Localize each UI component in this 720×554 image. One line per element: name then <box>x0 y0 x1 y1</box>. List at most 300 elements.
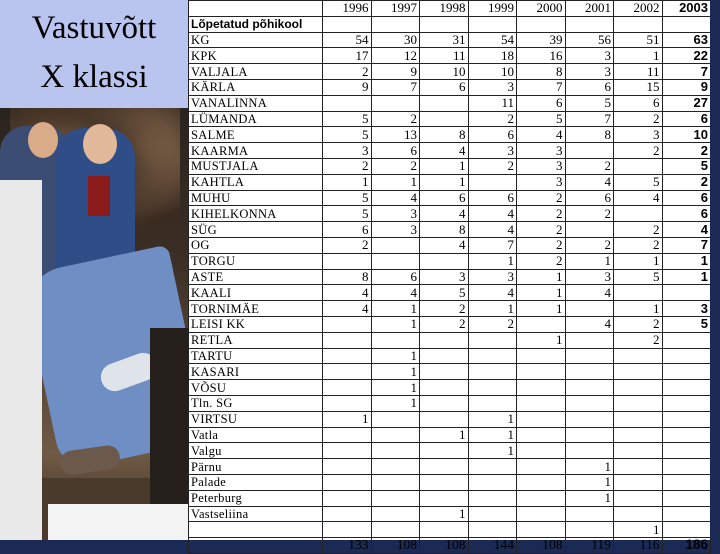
count-cell: 1 <box>468 427 517 443</box>
slide-title: Vastuvõtt X klassi <box>31 10 157 95</box>
count-cell: 2 <box>420 301 469 317</box>
count-cell: 6 <box>614 95 663 111</box>
count-cell <box>323 364 372 380</box>
count-cell: 4 <box>565 285 614 301</box>
count-cell: 3 <box>371 222 420 238</box>
count-cell <box>323 522 372 538</box>
count-cell: 3 <box>565 64 614 80</box>
count-cell: 4 <box>468 206 517 222</box>
count-cell <box>614 158 663 174</box>
count-cell <box>517 316 566 332</box>
count-cell <box>517 411 566 427</box>
admissions-table <box>188 0 711 554</box>
count-cell <box>662 522 711 538</box>
count-cell: 6 <box>420 79 469 95</box>
count-cell <box>565 395 614 411</box>
subtitle-row <box>189 16 711 32</box>
count-cell: 8 <box>420 222 469 238</box>
table-row <box>189 474 711 490</box>
school-name <box>189 522 323 538</box>
count-cell <box>323 490 372 506</box>
count-cell: 5 <box>323 190 372 206</box>
count-cell: 1 <box>371 174 420 190</box>
table-row <box>189 332 711 348</box>
count-cell <box>371 443 420 459</box>
count-cell <box>323 474 372 490</box>
count-cell: 4 <box>614 190 663 206</box>
count-cell: 1 <box>420 506 469 522</box>
count-cell: 8 <box>323 269 372 285</box>
table-row <box>189 301 711 317</box>
table-cell <box>323 16 372 32</box>
count-cell: 1 <box>517 285 566 301</box>
count-cell: 4 <box>468 222 517 238</box>
school-name: VANALINNA <box>189 95 323 111</box>
total-cell: 108 <box>517 538 566 554</box>
count-cell: 4 <box>565 174 614 190</box>
count-cell: 10 <box>662 127 711 143</box>
table-row <box>189 380 711 396</box>
count-cell: 2 <box>323 158 372 174</box>
count-cell: 5 <box>614 269 663 285</box>
count-cell <box>614 411 663 427</box>
table-row <box>189 190 711 206</box>
table-row <box>189 64 711 80</box>
count-cell: 4 <box>662 222 711 238</box>
school-name: TORNIMÄE <box>189 301 323 317</box>
count-cell: 2 <box>662 143 711 159</box>
count-cell <box>323 443 372 459</box>
count-cell <box>371 459 420 475</box>
count-cell <box>420 332 469 348</box>
table-row <box>189 222 711 238</box>
count-cell: 6 <box>662 206 711 222</box>
school-name: KAARMA <box>189 143 323 159</box>
count-cell: 3 <box>468 269 517 285</box>
count-cell: 7 <box>468 237 517 253</box>
count-cell <box>565 427 614 443</box>
school-name: OG <box>189 237 323 253</box>
total-cell: 108 <box>420 538 469 554</box>
count-cell <box>517 364 566 380</box>
count-cell <box>662 332 711 348</box>
count-cell: 30 <box>371 32 420 48</box>
count-cell: 17 <box>323 48 372 64</box>
table-row <box>189 174 711 190</box>
total-cell: 119 <box>565 538 614 554</box>
table-body <box>189 16 711 553</box>
count-cell <box>517 459 566 475</box>
count-cell: 6 <box>662 190 711 206</box>
count-cell: 2 <box>614 222 663 238</box>
count-cell <box>468 490 517 506</box>
count-cell <box>662 474 711 490</box>
count-cell <box>371 332 420 348</box>
count-cell <box>371 427 420 443</box>
school-name: MUHU <box>189 190 323 206</box>
count-cell: 7 <box>517 79 566 95</box>
school-name: Peterburg <box>189 490 323 506</box>
table-row <box>189 143 711 159</box>
count-cell: 18 <box>468 48 517 64</box>
school-name: Valgu <box>189 443 323 459</box>
count-cell: 16 <box>517 48 566 64</box>
count-cell: 2 <box>614 237 663 253</box>
count-cell <box>420 459 469 475</box>
count-cell <box>517 490 566 506</box>
school-name: SALME <box>189 127 323 143</box>
count-cell: 3 <box>468 143 517 159</box>
count-cell <box>565 380 614 396</box>
header-corner <box>189 1 323 17</box>
table-row <box>189 395 711 411</box>
count-cell: 6 <box>468 127 517 143</box>
count-cell: 1 <box>614 253 663 269</box>
count-cell: 7 <box>565 111 614 127</box>
count-cell: 1 <box>614 522 663 538</box>
table-cell <box>614 16 663 32</box>
count-cell: 4 <box>371 190 420 206</box>
count-cell: 3 <box>614 127 663 143</box>
table-row <box>189 316 711 332</box>
school-name: KAALI <box>189 285 323 301</box>
school-name: VIRTSU <box>189 411 323 427</box>
school-name: ASTE <box>189 269 323 285</box>
count-cell: 5 <box>323 111 372 127</box>
count-cell: 6 <box>565 190 614 206</box>
count-cell <box>323 95 372 111</box>
count-cell: 8 <box>565 127 614 143</box>
total-cell: 116 <box>614 538 663 554</box>
count-cell: 11 <box>468 95 517 111</box>
count-cell: 3 <box>565 48 614 64</box>
year-header: 1996 <box>323 1 372 17</box>
year-header-current: 2003 <box>662 1 711 17</box>
count-cell <box>517 395 566 411</box>
count-cell <box>565 506 614 522</box>
count-cell: 2 <box>517 190 566 206</box>
count-cell: 8 <box>517 64 566 80</box>
count-cell: 1 <box>565 459 614 475</box>
table-row <box>189 127 711 143</box>
count-cell <box>517 380 566 396</box>
school-name: Vastseliina <box>189 506 323 522</box>
school-name: KAHTLA <box>189 174 323 190</box>
table-row <box>189 427 711 443</box>
count-cell <box>565 143 614 159</box>
count-cell: 22 <box>662 48 711 64</box>
count-cell <box>565 364 614 380</box>
count-cell: 4 <box>420 206 469 222</box>
count-cell <box>323 316 372 332</box>
count-cell <box>468 348 517 364</box>
count-cell: 4 <box>565 316 614 332</box>
count-cell: 1 <box>371 301 420 317</box>
table-row <box>189 237 711 253</box>
table-row <box>189 253 711 269</box>
school-name: VÕSU <box>189 380 323 396</box>
count-cell: 4 <box>371 285 420 301</box>
table-cell <box>371 16 420 32</box>
count-cell: 11 <box>614 64 663 80</box>
count-cell: 2 <box>614 143 663 159</box>
count-cell: 31 <box>420 32 469 48</box>
count-cell: 3 <box>517 158 566 174</box>
photo-head-center <box>83 124 117 164</box>
table-row <box>189 269 711 285</box>
count-cell: 39 <box>517 32 566 48</box>
count-cell: 4 <box>517 127 566 143</box>
count-cell: 3 <box>517 174 566 190</box>
school-name: TARTU <box>189 348 323 364</box>
count-cell <box>323 395 372 411</box>
school-name: SÜG <box>189 222 323 238</box>
table-row <box>189 48 711 64</box>
count-cell: 2 <box>565 158 614 174</box>
count-cell <box>371 411 420 427</box>
school-name: KÄRLA <box>189 79 323 95</box>
count-cell: 2 <box>323 237 372 253</box>
count-cell: 2 <box>468 316 517 332</box>
count-cell: 1 <box>662 253 711 269</box>
count-cell: 7 <box>371 79 420 95</box>
count-cell: 1 <box>662 269 711 285</box>
count-cell <box>323 253 372 269</box>
count-cell <box>565 522 614 538</box>
count-cell <box>468 506 517 522</box>
count-cell: 2 <box>517 222 566 238</box>
count-cell <box>662 506 711 522</box>
count-cell: 1 <box>468 253 517 269</box>
school-name: VALJALA <box>189 64 323 80</box>
count-cell: 4 <box>323 285 372 301</box>
count-cell: 1 <box>371 380 420 396</box>
count-cell: 63 <box>662 32 711 48</box>
count-cell: 56 <box>565 32 614 48</box>
table-row <box>189 459 711 475</box>
count-cell <box>371 506 420 522</box>
count-cell <box>614 474 663 490</box>
count-cell <box>614 364 663 380</box>
table-row <box>189 95 711 111</box>
count-cell: 1 <box>517 301 566 317</box>
school-name: Palade <box>189 474 323 490</box>
table-row <box>189 506 711 522</box>
count-cell <box>420 364 469 380</box>
count-cell: 3 <box>420 269 469 285</box>
table-cell <box>468 16 517 32</box>
count-cell: 6 <box>517 95 566 111</box>
count-cell <box>420 95 469 111</box>
count-cell: 10 <box>468 64 517 80</box>
count-cell: 1 <box>420 427 469 443</box>
count-cell <box>468 174 517 190</box>
count-cell: 1 <box>420 174 469 190</box>
count-cell: 5 <box>662 316 711 332</box>
photo-shirt <box>88 176 110 216</box>
count-cell <box>517 443 566 459</box>
count-cell: 1 <box>371 348 420 364</box>
count-cell: 5 <box>420 285 469 301</box>
table-row <box>189 285 711 301</box>
count-cell: 6 <box>371 143 420 159</box>
count-cell <box>371 253 420 269</box>
school-name: MUSTJALA <box>189 158 323 174</box>
count-cell <box>565 301 614 317</box>
count-cell: 2 <box>468 158 517 174</box>
count-cell: 1 <box>323 174 372 190</box>
table-cell <box>565 16 614 32</box>
count-cell: 12 <box>371 48 420 64</box>
count-cell <box>468 332 517 348</box>
count-cell <box>323 380 372 396</box>
count-cell <box>323 506 372 522</box>
count-cell: 1 <box>565 474 614 490</box>
count-cell <box>371 95 420 111</box>
count-cell: 1 <box>517 332 566 348</box>
count-cell <box>420 522 469 538</box>
count-cell: 1 <box>614 301 663 317</box>
count-cell <box>517 522 566 538</box>
count-cell <box>420 490 469 506</box>
count-cell: 1 <box>565 490 614 506</box>
table-row <box>189 443 711 459</box>
table-row <box>189 364 711 380</box>
count-cell: 6 <box>420 190 469 206</box>
count-cell <box>371 490 420 506</box>
count-cell: 15 <box>614 79 663 95</box>
count-cell: 1 <box>371 364 420 380</box>
year-header: 2000 <box>517 1 566 17</box>
count-cell <box>662 443 711 459</box>
count-cell: 2 <box>614 111 663 127</box>
count-cell <box>614 380 663 396</box>
count-cell <box>662 285 711 301</box>
count-cell <box>614 285 663 301</box>
count-cell: 4 <box>420 143 469 159</box>
count-cell: 2 <box>468 111 517 127</box>
count-cell: 2 <box>614 316 663 332</box>
count-cell: 4 <box>420 237 469 253</box>
count-cell <box>468 395 517 411</box>
table-row <box>189 158 711 174</box>
count-cell: 1 <box>517 269 566 285</box>
school-name: Vatla <box>189 427 323 443</box>
count-cell <box>662 490 711 506</box>
year-header-row <box>189 1 711 17</box>
count-cell <box>420 253 469 269</box>
count-cell: 1 <box>468 301 517 317</box>
count-cell <box>420 111 469 127</box>
count-cell <box>662 348 711 364</box>
count-cell: 9 <box>662 79 711 95</box>
count-cell: 6 <box>565 79 614 95</box>
count-cell: 3 <box>468 79 517 95</box>
total-cell: 133 <box>323 538 372 554</box>
school-name: KASARI <box>189 364 323 380</box>
count-cell: 54 <box>323 32 372 48</box>
admissions-table-container <box>188 0 710 553</box>
count-cell: 1 <box>468 443 517 459</box>
count-cell: 2 <box>371 111 420 127</box>
count-cell: 5 <box>614 174 663 190</box>
count-cell <box>323 348 372 364</box>
count-cell: 1 <box>614 48 663 64</box>
count-cell: 2 <box>420 316 469 332</box>
count-cell: 5 <box>323 127 372 143</box>
count-cell: 5 <box>323 206 372 222</box>
total-cell: 108 <box>371 538 420 554</box>
school-name: KG <box>189 32 323 48</box>
table-row <box>189 79 711 95</box>
count-cell: 2 <box>565 237 614 253</box>
count-cell <box>614 443 663 459</box>
count-cell: 1 <box>371 316 420 332</box>
table-row <box>189 206 711 222</box>
count-cell <box>565 443 614 459</box>
count-cell <box>468 380 517 396</box>
count-cell: 1 <box>420 158 469 174</box>
count-cell <box>323 332 372 348</box>
count-cell: 4 <box>323 301 372 317</box>
right-margin <box>710 0 720 540</box>
table-cell <box>517 16 566 32</box>
count-cell <box>662 380 711 396</box>
count-cell <box>565 348 614 364</box>
count-cell: 2 <box>517 253 566 269</box>
count-cell <box>468 459 517 475</box>
count-cell: 4 <box>468 285 517 301</box>
count-cell: 2 <box>662 174 711 190</box>
count-cell: 1 <box>323 411 372 427</box>
count-cell: 7 <box>662 237 711 253</box>
table-cell <box>420 16 469 32</box>
count-cell <box>420 474 469 490</box>
count-cell <box>565 411 614 427</box>
school-name: TORGU <box>189 253 323 269</box>
table-row <box>189 522 711 538</box>
count-cell <box>614 348 663 364</box>
count-cell: 3 <box>662 301 711 317</box>
school-name: RETLA <box>189 332 323 348</box>
count-cell: 54 <box>468 32 517 48</box>
count-cell <box>517 474 566 490</box>
count-cell <box>420 380 469 396</box>
count-cell <box>517 348 566 364</box>
count-cell: 1 <box>565 253 614 269</box>
count-cell: 1 <box>468 411 517 427</box>
table-row <box>189 111 711 127</box>
count-cell <box>614 206 663 222</box>
year-header: 1997 <box>371 1 420 17</box>
count-cell: 3 <box>371 206 420 222</box>
count-cell: 3 <box>323 143 372 159</box>
table-row <box>189 490 711 506</box>
count-cell: 6 <box>371 269 420 285</box>
count-cell <box>565 332 614 348</box>
count-cell <box>420 411 469 427</box>
count-cell: 10 <box>420 64 469 80</box>
count-cell: 6 <box>323 222 372 238</box>
count-cell <box>662 459 711 475</box>
count-cell <box>468 474 517 490</box>
count-cell <box>614 427 663 443</box>
count-cell: 9 <box>371 64 420 80</box>
year-header: 2002 <box>614 1 663 17</box>
left-panel <box>0 180 42 540</box>
count-cell: 11 <box>420 48 469 64</box>
count-cell <box>517 506 566 522</box>
